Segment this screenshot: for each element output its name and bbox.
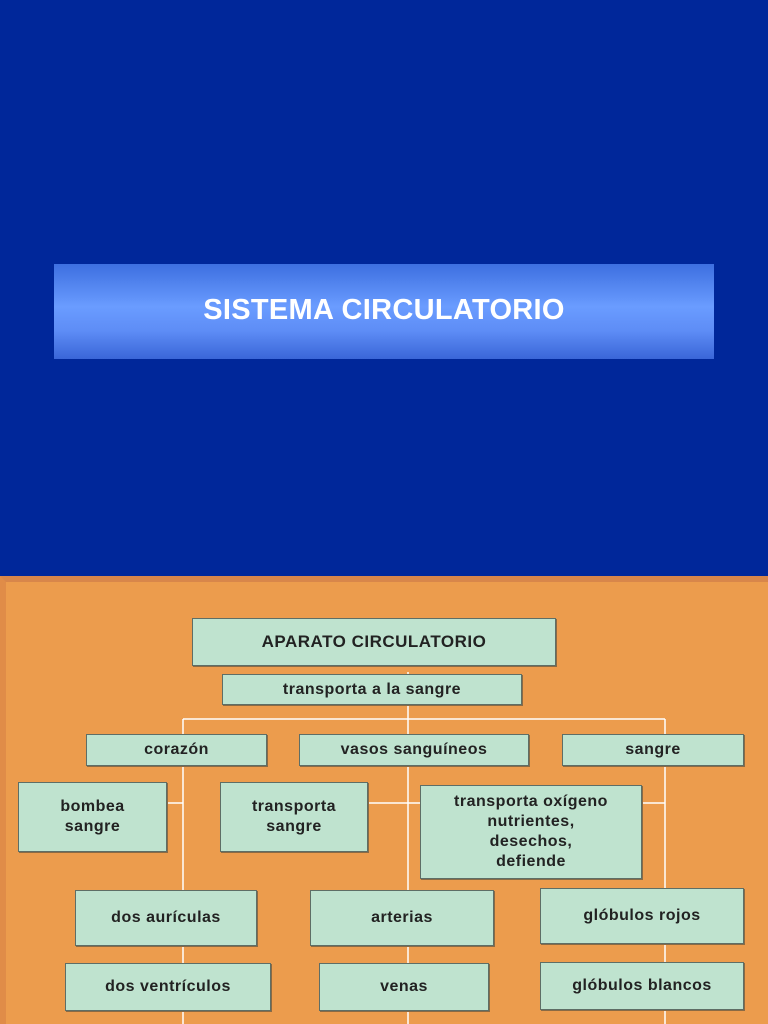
concept-map-slide — [0, 576, 768, 1024]
node-desc-sangre — [420, 785, 642, 879]
node-branch-corazon-label: corazón — [144, 741, 209, 758]
slide-title: SISTEMA CIRCULATORIO — [203, 294, 565, 326]
node-desc-sangre-label: transporta oxígeno nutrientes, desechos, defiende — [454, 793, 608, 870]
node-root-desc — [222, 674, 522, 705]
node-item-arterias — [310, 890, 494, 946]
node-item-globulos-blancos — [540, 962, 744, 1010]
node-root — [192, 618, 556, 666]
node-desc-vasos — [220, 782, 368, 852]
node-item-venas-label: venas — [380, 978, 428, 995]
title-banner — [54, 264, 714, 359]
node-desc-corazon-label: bombea sangre — [60, 798, 125, 835]
node-branch-vasos — [299, 734, 529, 766]
node-branch-corazon — [86, 734, 267, 766]
node-item-auriculas — [75, 890, 257, 946]
node-branch-vasos-label: vasos sanguíneos — [340, 741, 488, 758]
node-desc-vasos-label: transporta sangre — [251, 798, 337, 835]
node-item-ventriculos — [65, 963, 271, 1011]
node-item-globulos-rojos — [540, 888, 744, 944]
node-item-arterias-label: arterias — [371, 909, 433, 926]
node-item-ventriculos-label: dos ventrículos — [105, 978, 231, 995]
node-desc-corazon — [18, 782, 167, 852]
node-item-globulos-rojos-label: glóbulos rojos — [583, 907, 701, 924]
node-branch-sangre-label: sangre — [625, 741, 681, 758]
node-root-desc-label: transporta a la sangre — [282, 680, 462, 698]
node-root-label: APARATO CIRCULATORIO — [261, 632, 487, 651]
node-branch-sangre — [562, 734, 744, 766]
node-item-globulos-blancos-label: glóbulos blancos — [572, 977, 712, 994]
node-item-venas — [319, 963, 489, 1011]
node-item-auriculas-label: dos aurículas — [111, 909, 221, 926]
